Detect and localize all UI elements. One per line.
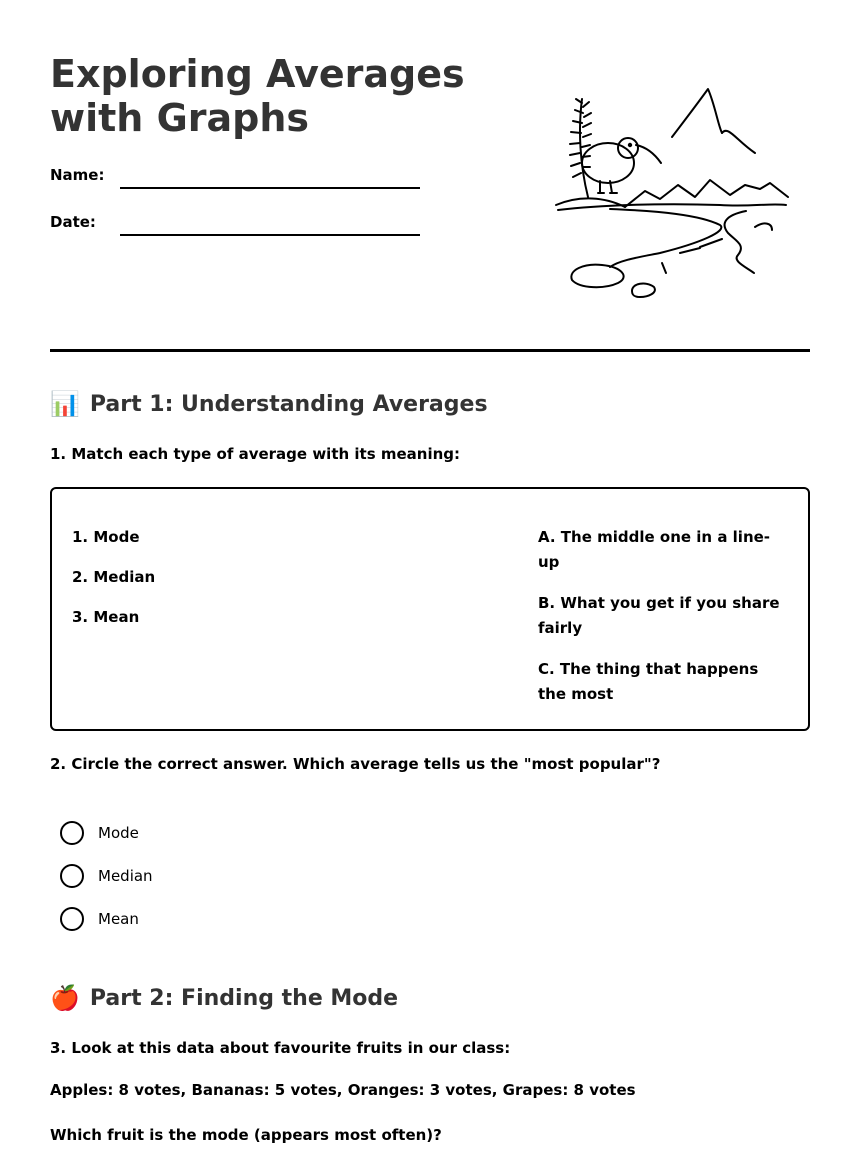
name-label: Name: (50, 166, 105, 184)
part1-heading (50, 389, 488, 419)
option-label: Median (98, 867, 153, 885)
apple-icon: 🍎 (50, 984, 80, 1012)
question-2: 2. Circle the correct answer. Which average tells us the "most popular"? (50, 755, 661, 773)
meaning-item: A. The middle one in a line-up (538, 528, 771, 571)
date-label: Date: (50, 213, 96, 231)
term-item: 3. Mean (72, 608, 140, 626)
kiwi-landscape-illustration (550, 85, 795, 300)
date-field[interactable] (120, 234, 420, 236)
bar-chart-icon: 📊 (50, 390, 80, 418)
question-3b: Which fruit is the mode (appears most often)? (50, 1126, 442, 1144)
option-mean[interactable] (60, 906, 139, 932)
part1-heading-text: Part 1: Understanding Averages (89, 391, 488, 417)
meaning-item: C. The thing that happens the most (538, 660, 759, 703)
option-median[interactable] (60, 863, 153, 889)
part2-heading (50, 983, 398, 1013)
fruit-data: Apples: 8 votes, Bananas: 5 votes, Oranges: 3 votes, Grapes: 8 votes (50, 1081, 636, 1099)
term-item: 2. Median (72, 568, 156, 586)
radio-circle[interactable] (60, 907, 84, 931)
radio-circle[interactable] (60, 864, 84, 888)
part2-heading-text: Part 2: Finding the Mode (89, 985, 399, 1011)
term-item: 1. Mode (72, 528, 140, 546)
page-title: Exploring Averages with Graphs (50, 52, 465, 140)
option-mode[interactable] (60, 820, 139, 846)
radio-circle[interactable] (60, 821, 84, 845)
meaning-item: B. What you get if you share fairly (538, 594, 780, 637)
name-field[interactable] (120, 187, 420, 189)
matching-box (50, 487, 810, 731)
question-3: 3. Look at this data about favourite fruits in our class: (50, 1039, 511, 1057)
meaning-list (538, 525, 788, 723)
section-divider (50, 349, 810, 352)
question-1: 1. Match each type of average with its meaning: (50, 445, 461, 463)
term-list (72, 525, 292, 645)
option-label: Mode (98, 824, 139, 842)
option-label: Mean (98, 910, 139, 928)
